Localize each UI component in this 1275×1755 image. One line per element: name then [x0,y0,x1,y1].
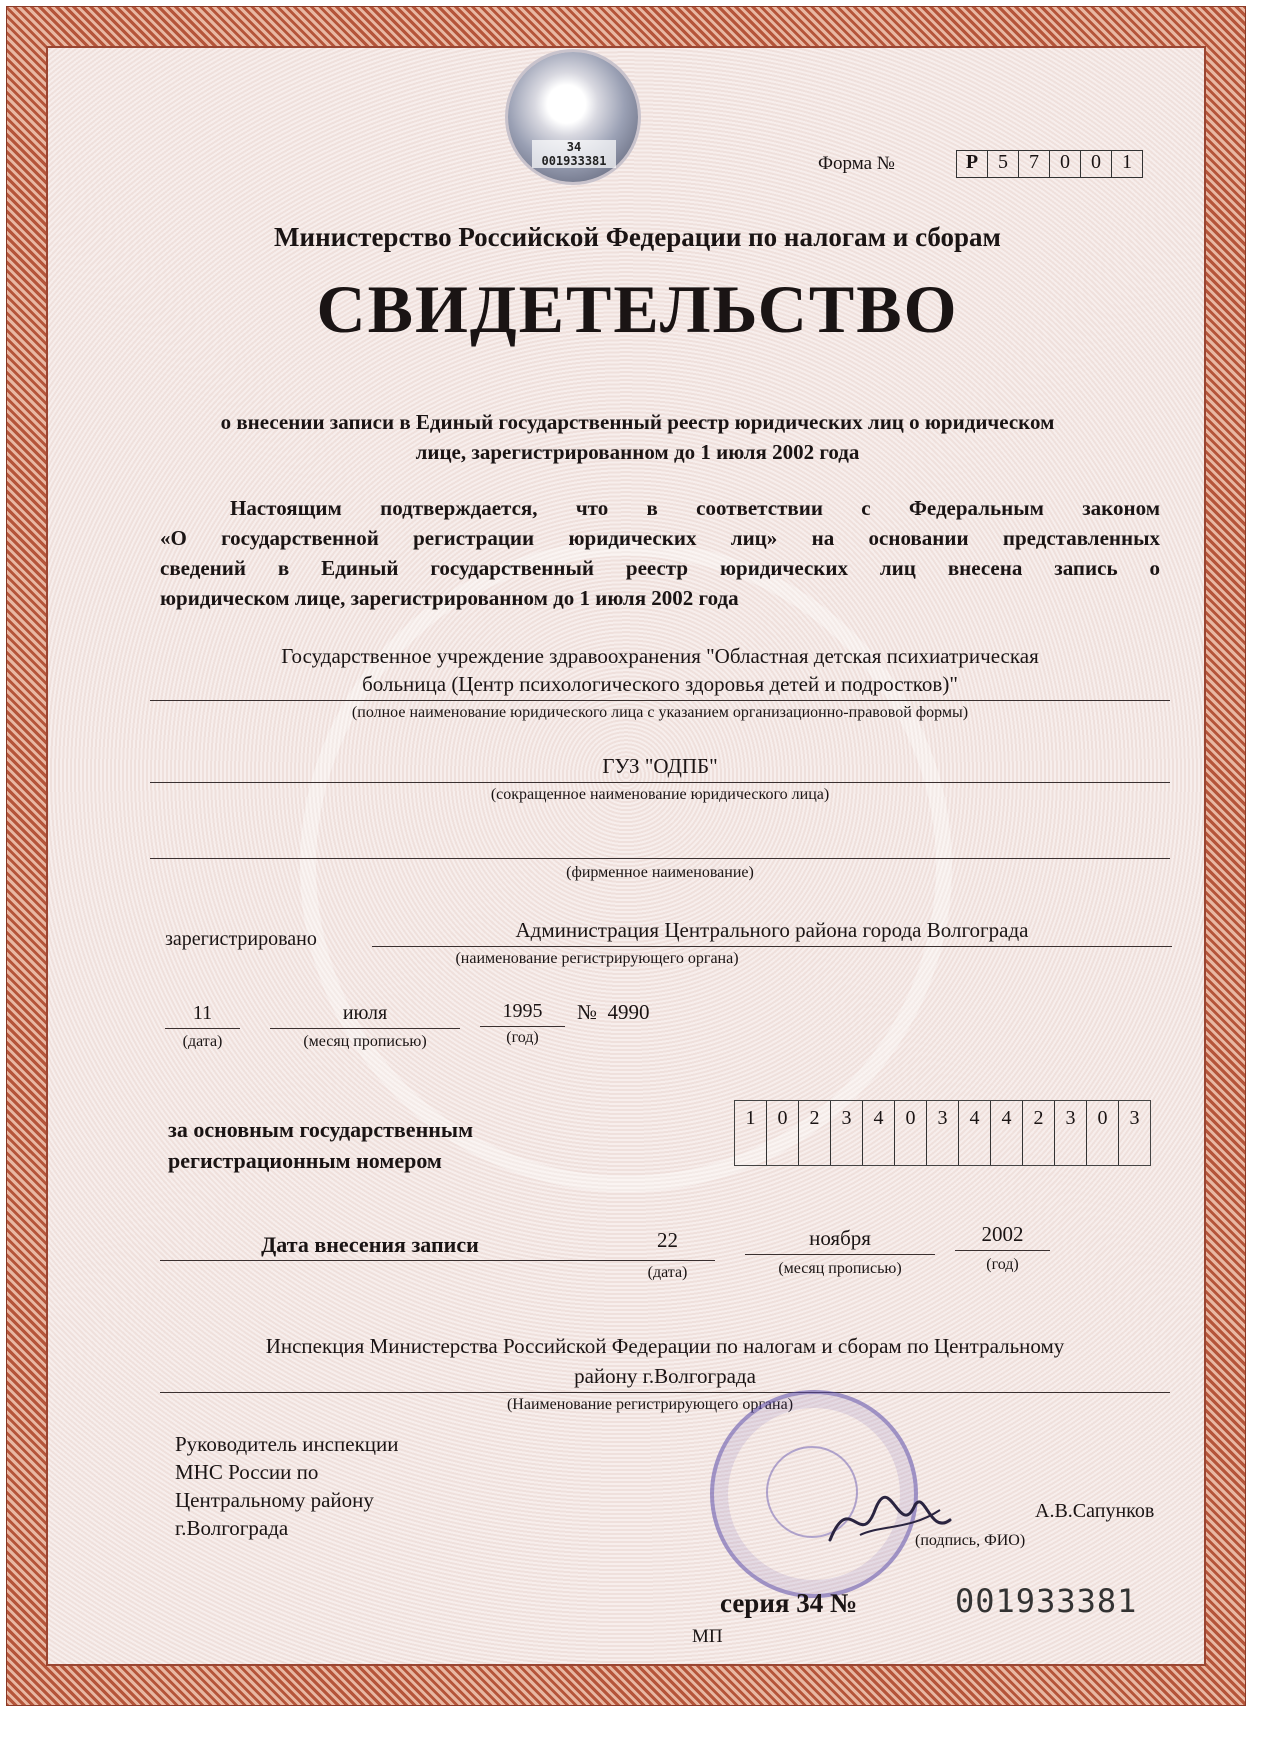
mp-label: МП [692,1626,723,1647]
entry-year-underline [955,1250,1050,1251]
ogrn-digit: 2 [1023,1101,1055,1165]
series-label: серия 34 № [720,1588,858,1618]
entry-date-underline [160,1260,715,1261]
reg-year-underline [480,1026,565,1027]
reg-month-underline [270,1028,460,1029]
reg-day-underline [165,1028,240,1029]
ogrn-digit: 1 [735,1101,767,1165]
ogrn-digit: 4 [991,1101,1023,1165]
certificate-title: СВИДЕТЕЛЬСТВО [316,271,959,347]
firm-name-underline [150,858,1170,859]
form-code-box: Р [957,151,988,177]
reg-month-caption: (месяц прописью) [303,1033,427,1050]
signer-name: А.В.Сапунков [1035,1500,1155,1522]
head-line-2: МНС России по [175,1460,319,1484]
firm-name-caption: (фирменное наименование) [566,864,754,881]
body-line-1: Настоящим подтверждается, что в соответствии с Федеральным законом [230,496,1160,520]
head-line-3: Центральному району [175,1488,374,1512]
body-line-4: юридическом лице, зарегистрированном до 1 июля 2002 года [160,586,739,610]
entry-month-underline [745,1254,935,1255]
inspection-line-1: Инспекция Министерства Российской Федерации по налогам и сборам по Центральному [265,1334,1065,1358]
registered-by-caption: (наименование регистрирующего органа) [455,950,739,967]
registered-by-underline [372,946,1172,947]
ogrn-digit: 3 [1055,1101,1087,1165]
ministry-name: Министерство Российской Федерации по налогам и сборам [274,222,1001,252]
reg-year-caption: (год) [506,1029,539,1046]
form-code-box: 0 [1050,151,1081,177]
registered-by: Администрация Центрального района города Волгограда [515,918,1029,942]
entry-day-caption: (дата) [647,1264,688,1281]
entry-day: 22 [657,1228,678,1252]
form-code-boxes [956,150,1143,178]
hologram-seal [508,52,638,182]
ogrn-label-line-2: регистрационным номером [168,1148,442,1173]
ogrn-digit: 0 [767,1101,799,1165]
form-code-box: 0 [1081,151,1112,177]
ogrn-digit: 3 [1129,1107,1140,1129]
entry-month: ноября [809,1226,871,1250]
form-label: Форма № [818,153,895,174]
entry-date-label: Дата внесения записи [261,1232,479,1257]
ogrn-label-line-1: за основным государственным [168,1117,474,1142]
entry-month-caption: (месяц прописью) [778,1260,902,1277]
ogrn-boxes [734,1100,1151,1166]
series-number: 001933381 [955,1582,1138,1620]
registered-label: зарегистрировано [165,928,317,950]
reg-day: 11 [192,1002,213,1024]
full-name-underline [150,700,1170,701]
ogrn-digit: 3 [831,1101,863,1165]
form-code-box: 5 [988,151,1019,177]
reg-day-caption: (дата) [182,1033,223,1050]
ogrn-digit: 2 [799,1101,831,1165]
reg-month: июля [342,1002,388,1024]
full-name-line-1: Государственное учреждение здравоохранения "Областная детская психиатрическая [281,644,1039,668]
subtitle-line-1: о внесении записи в Единый государственный реестр юридических лиц о юридическом [220,410,1055,434]
head-line-1: Руководитель инспекции [175,1432,399,1456]
ogrn-digit: 3 [927,1101,959,1165]
inspection-underline [160,1392,1170,1393]
short-name-caption: (сокращенное наименование юридического лица) [490,786,830,803]
form-code-box: 1 [1122,151,1132,173]
short-name: ГУЗ "ОДПБ" [602,754,718,778]
inspection-line-2: району г.Волгограда [574,1364,756,1388]
entry-year-caption: (год) [986,1256,1019,1273]
signature-caption: (подпись, ФИО) [915,1532,1026,1549]
short-name-underline [150,782,1170,783]
reg-number: № 4990 [577,1000,650,1024]
body-line-3: сведений в Единый государственный реестр юридических лиц внесена запись о [160,556,1160,580]
entry-year: 2002 [981,1222,1024,1246]
subtitle-line-2: лице, зарегистрированном до 1 июля 2002 года [415,440,860,464]
head-line-4: г.Волгограда [175,1516,289,1540]
full-name-line-2: больница (Центр психологического здоровья детей и подростков)" [362,672,958,696]
ogrn-digit: 0 [895,1101,927,1165]
hologram-number: 34 001933381 [532,140,616,168]
ogrn-digit: 4 [863,1101,895,1165]
full-name-caption: (полное наименование юридического лица с указанием организационно-правовой формы) [351,704,969,721]
reg-year: 1995 [502,1000,543,1022]
ogrn-digit: 4 [959,1101,991,1165]
body-line-2: «О государственной регистрации юридических лиц» на основании представленных [160,526,1160,550]
ogrn-digit: 0 [1087,1101,1119,1165]
inspection-caption: (Наименование регистрирующего органа) [506,1396,794,1413]
form-code-box: 7 [1019,151,1050,177]
